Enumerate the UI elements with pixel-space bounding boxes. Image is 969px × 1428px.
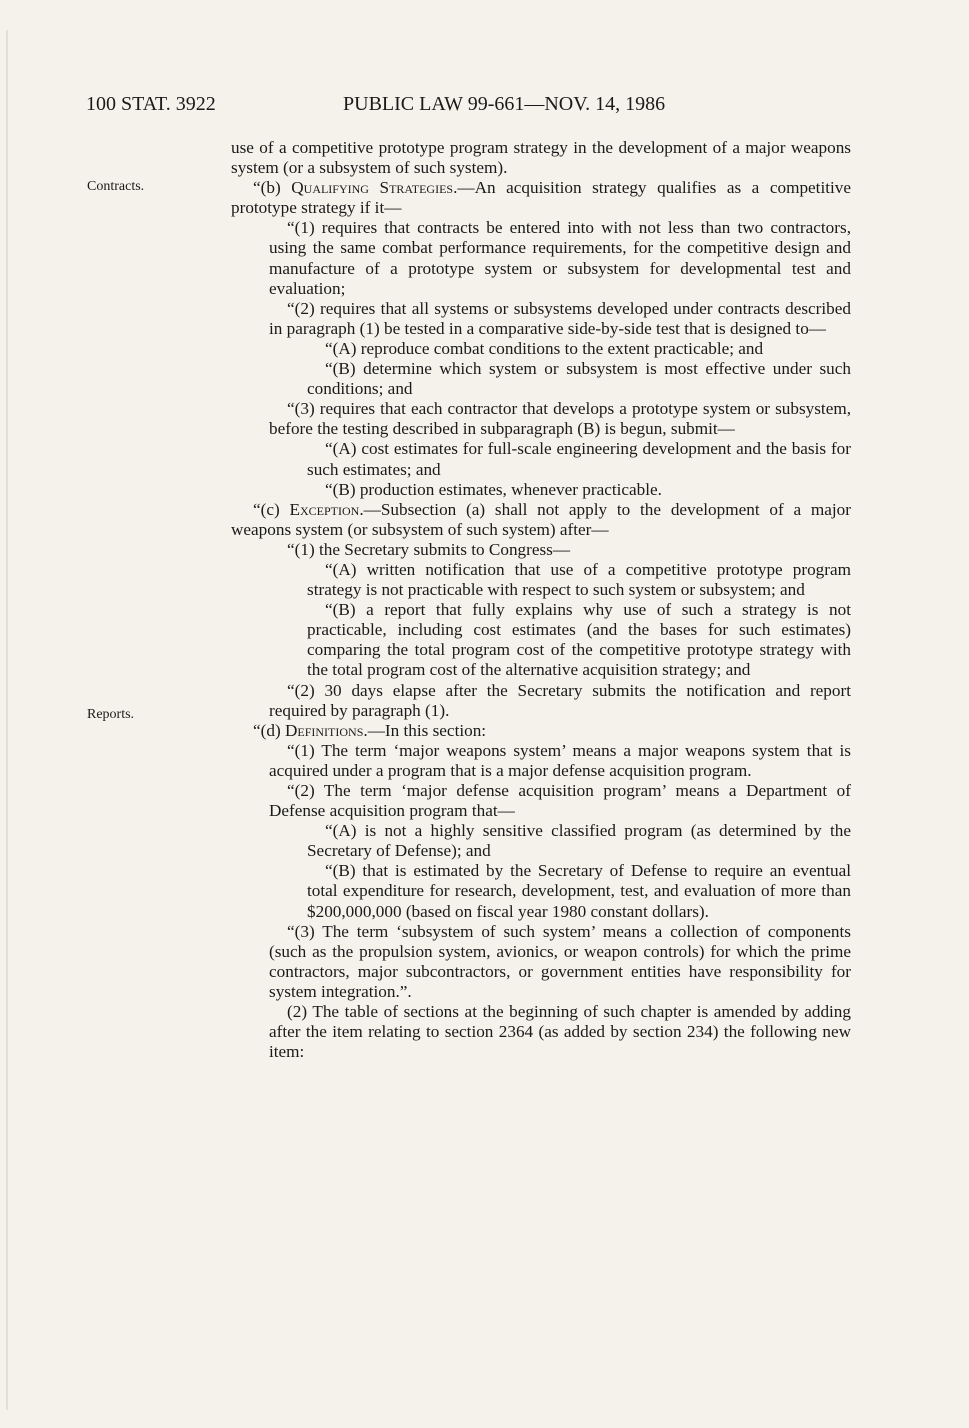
paragraph-b3a: “(A) cost estimates for full-scale engineering development and the basis for such estimates; and: [307, 439, 851, 479]
subsection-c: [231, 500, 851, 540]
margin-note-reports: Reports.: [87, 707, 135, 722]
paragraph-b1: “(1) requires that contracts be entered into with not less than two contractors, using the same combat performance requirements, for the competitive design and manufacture of a prototype system or subsystem for developmental test and evaluation;: [269, 218, 851, 298]
subsection-d: [231, 721, 851, 741]
paragraph-d1: “(1) The term ‘major weapons system’ means a major weapons system that is acquired under a program that is a major defense acquisition program.: [269, 740, 851, 780]
law-citation: PUBLIC LAW 99-661—NOV. 14, 1986: [343, 93, 666, 115]
subsection-b-heading: Qualifying Strategies.: [291, 178, 458, 198]
paragraph-amendment: (2) The table of sections at the beginning of such chapter is amended by adding after the item relating to section 2364 (as added by section 234) the following new item:: [269, 1002, 851, 1062]
paragraph-d2: “(2) The term ‘major defense acquisition program’ means a Department of Defense acquisition program that—: [269, 781, 851, 821]
paragraph-b2: “(2) requires that all systems or subsystems developed under contracts described in paragraph (1) be tested in a comparative side-by-side test that is designed to—: [269, 298, 851, 338]
paragraph-b3: “(3) requires that each contractor that develops a prototype system or subsystem, before the testing described in subparagraph (B) is begun, submit—: [269, 399, 851, 439]
paragraph-d3: “(3) The term ‘subsystem of such system’ means a collection of components (such as the propulsion system, avionics, or weapon controls) for which the prime contractors, major subcontractors, or government entities have responsibility for system integration.”.: [269, 921, 851, 1001]
paragraph-b2b: “(B) determine which system or subsystem is most effective under such conditions; and: [307, 359, 851, 399]
paragraph-c1a: “(A) written notification that use of a competitive prototype program strategy is not practicable with respect to such system or subsystem; and: [307, 559, 851, 600]
subsection-c-lead: “(c): [253, 499, 290, 519]
paragraph-b2a: “(A) reproduce combat conditions to the extent practicable; and: [325, 338, 764, 358]
paragraph-b3b: “(B) production estimates, whenever practicable.: [325, 479, 662, 499]
subsection-c-heading: Exception.: [289, 499, 364, 519]
paragraph-intro: use of a competitive prototype program strategy in the development of a major weapons system (or a subsystem of such system).: [231, 138, 851, 178]
stat-citation: 100 STAT. 3922: [86, 93, 216, 115]
document-body: [231, 138, 851, 1062]
paragraph-c2: “(2) 30 days elapse after the Secretary submits the notification and report required by paragraph (1).: [269, 680, 851, 720]
page-header: [86, 91, 786, 117]
subsection-d-lead: “(d): [253, 720, 285, 740]
subsection-d-heading: Definitions.: [284, 720, 368, 740]
paragraph-c1b: “(B) a report that fully explains why use of such a strategy is not practicable, including cost estimates (and the bases for such estimates) comparing the total program cost of the competitive prototype strategy with the total program cost of the alternative acquisition strategy; and: [307, 600, 851, 680]
subsection-b-lead: “(b): [253, 178, 292, 198]
subsection-d-text: —In this section:: [367, 720, 487, 740]
paragraph-d2a: “(A) is not a highly sensitive classified program (as determined by the Secretary of Defense); and: [307, 821, 851, 861]
subsection-b: [231, 178, 851, 218]
subsection-b-text: —An acquisition strategy qualifies as a competitive prototype strategy if it—: [231, 178, 852, 218]
scan-edge-shadow: [6, 30, 8, 1410]
paragraph-c1: “(1) the Secretary submits to Congress—: [287, 539, 571, 559]
subsection-c-text: —Subsection (a) shall not apply to the development of a major weapons system (or subsystem of such system) after—: [231, 499, 851, 539]
margin-note-contracts: Contracts.: [87, 179, 145, 194]
paragraph-d2b: “(B) that is estimated by the Secretary of Defense to require an eventual total expenditure for research, development, test, and evaluation of more than $200,000,000 (based on fiscal year 1980 constant dollars).: [307, 861, 851, 921]
